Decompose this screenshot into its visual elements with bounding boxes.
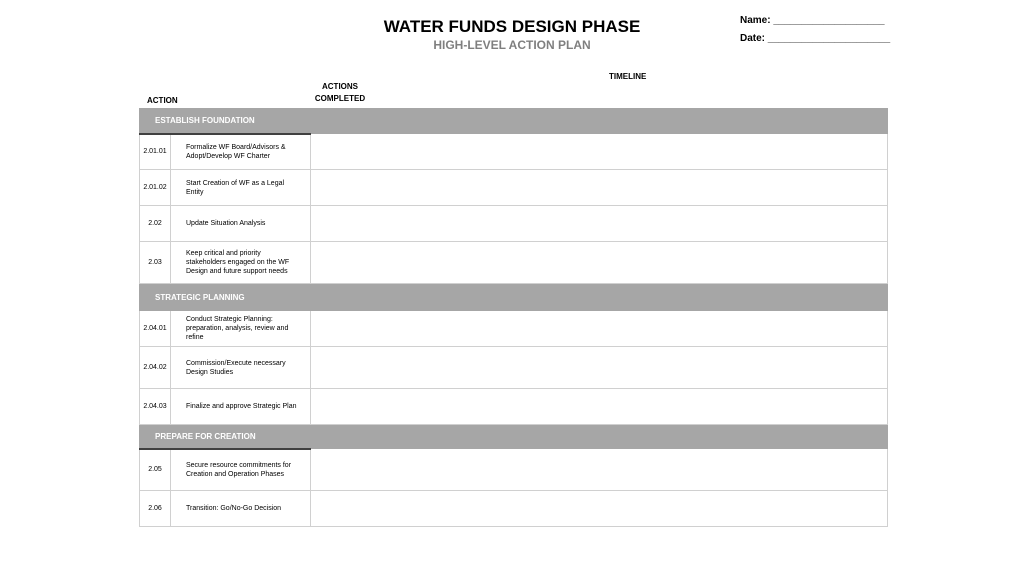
row-timeline-cell[interactable]	[311, 242, 888, 284]
actions-completed-header: ACTIONS COMPLETED	[314, 82, 366, 103]
row-id: 2.04.03	[140, 389, 171, 425]
section-title: PREPARE FOR CREATION	[140, 425, 311, 449]
row-timeline-cell[interactable]	[311, 449, 888, 491]
row-action: Start Creation of WF as a Legal Entity	[171, 170, 311, 206]
section-header-establish-foundation	[140, 109, 888, 134]
table-row	[140, 134, 888, 170]
row-id: 2.01.02	[140, 170, 171, 206]
action-header: ACTION	[147, 96, 178, 105]
table-row	[140, 491, 888, 527]
timeline-header: TIMELINE	[609, 72, 647, 81]
row-action: Keep critical and priority stakeholders engaged on the WF Design and future support needs	[171, 242, 311, 284]
page-title: WATER FUNDS DESIGN PHASE	[383, 17, 641, 36]
section-title: ESTABLISH FOUNDATION	[140, 109, 311, 134]
row-action: Commission/Execute necessary Design Studies	[171, 347, 311, 389]
table-row	[140, 389, 888, 425]
row-timeline-cell[interactable]	[311, 491, 888, 527]
row-id: 2.06	[140, 491, 171, 527]
row-timeline-cell[interactable]	[311, 347, 888, 389]
page-subtitle: HIGH-LEVEL ACTION PLAN	[433, 38, 591, 52]
table-row	[140, 242, 888, 284]
name-field[interactable]: Name: ____________________	[740, 15, 885, 26]
section-header-strategic-planning	[140, 284, 888, 311]
date-field[interactable]: Date: ______________________	[740, 33, 891, 44]
row-id: 2.04.02	[140, 347, 171, 389]
table-row	[140, 170, 888, 206]
row-action: Update Situation Analysis	[171, 206, 311, 242]
section-title: STRATEGIC PLANNING	[140, 284, 311, 311]
row-timeline-cell[interactable]	[311, 311, 888, 347]
row-id: 2.01.01	[140, 134, 171, 170]
row-action: Secure resource commitments for Creation and Operation Phases	[171, 449, 311, 491]
row-timeline-cell[interactable]	[311, 134, 888, 170]
table-row	[140, 347, 888, 389]
row-timeline-cell[interactable]	[311, 389, 888, 425]
row-timeline-cell[interactable]	[311, 170, 888, 206]
row-action: Transition: Go/No-Go Decision	[171, 491, 311, 527]
row-timeline-cell[interactable]	[311, 206, 888, 242]
row-id: 2.05	[140, 449, 171, 491]
table-row	[140, 206, 888, 242]
row-action: Finalize and approve Strategic Plan	[171, 389, 311, 425]
section-header-prepare-for-creation	[140, 425, 888, 449]
action-plan-table	[139, 108, 888, 527]
row-id: 2.04.01	[140, 311, 171, 347]
table-row	[140, 449, 888, 491]
section-fill	[311, 425, 888, 449]
section-fill	[311, 109, 888, 134]
section-fill	[311, 284, 888, 311]
row-action: Conduct Strategic Planning: preparation, analysis, review and refine	[171, 311, 311, 347]
table-row	[140, 311, 888, 347]
row-id: 2.03	[140, 242, 171, 284]
row-action: Formalize WF Board/Advisors & Adopt/Develop WF Charter	[171, 134, 311, 170]
row-id: 2.02	[140, 206, 171, 242]
